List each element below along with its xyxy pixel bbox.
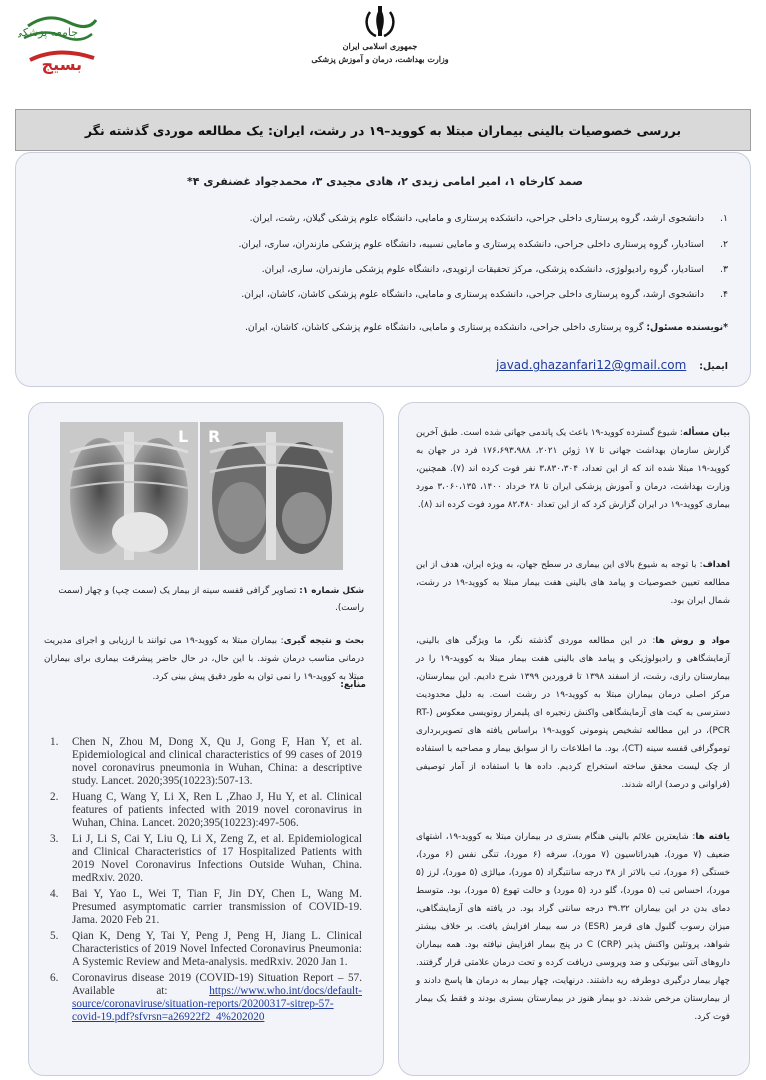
affiliation-4: ۴.دانشجوی ارشد، گروه پرستاری داخلی جراحی، دانشکده پرستاری و مامایی، دانشگاه علوم پزشکی کاشان، کاشان، ایران. (241, 289, 728, 300)
ministry-line2: وزارت بهداشت، درمان و آموزش پزشکی (311, 54, 449, 64)
methods-section: مواد و روش ها: در این مطالعه موردی گذشته نگر، ما ویژگی های بالینی، آزمایشگاهی و رادیولوژیکی و پیامد های بالینی هفت بیمار مبتلا به کووید-۱۹ را در بیمارستان رازی، رشت، از اسفند ۱۳۹۸ تا فروردین ۱۳۹۹ شرح دادیم. این بیمارستان، مرکز اصلی درمان بیماران مبتلا به کووید-۱۹ در رشت است. به دلیل محدودیت دسترسی به کیت های آزمایشگاهی واکنش زنجیره ای پلیمراز رونویسی معکوس (RT-PCR)، در این مطالعه تشخیص پنومونی کووید-۱۹ براساس یافته های تصویربرداری توموگرافی قفسه سینه (CT)، بود. ما اطلاعات را از سوابق بیمار و مصاحبه با استفاده از چک لیست محقق ساخته استخراج کردیم. داده ها با استفاده از آمار توصیفی (فراوانی و درصد) ارائه شدند. (416, 636, 730, 790)
xray-image-left (60, 422, 198, 570)
reference-item: 2. Huang C, Wang Y, Li X, Ren L ,Zhao J, Hu Y, et al. Clinical features of patients infected with 2019 novel coronavirus in Wuhan, China. Lancet. 2020;395(10223):497-506. (50, 791, 362, 829)
page-title: بررسی خصوصیات بالینی بیماران مبتلا به کووید–۱۹ در رشت، ایران: یک مطالعه موردی گذشته نگر (84, 122, 682, 138)
corresponding-label: *نویسنده مسئول: (646, 322, 728, 333)
affiliation-3: ۳.استادیار، گروه رادیولوژی، دانشکده پزشکی، مرکز تحقیقات ارتوپدی، دانشگاه علوم پزشکی مازندران، ساری، ایران. (261, 264, 728, 275)
results-section: یافته ها: شایعترین علائم بالینی هنگام بستری در بیماران مبتلا به کووید-۱۹، اشتهای ضعیف (۷ مورد)، هیدراتاسیون (۷ مورد)، سرفه (۶ مورد)، تنگی نفس (۶ مورد)، خستگی (۶ مورد)، تب بالاتر از ۳۸ درجه سانتیگراد (۵ مورد)، میالژی (۵ مورد)، لرز (۵ مورد)، احساس تب (۵ مورد)، گلو درد (۵ مورد) و حالت تهوع (۵ مورد)، بود. متوسط دمای بدن در این بیماران ۳۹.۳۲ درجه سانتی گراد بود. در یافته های آزمایشگاهی، میزان رسوب گلبول های قرمز (ESR) در سه بیمار افزایش یافت. بر خلاف بیشتر شواهد، پروتئین واکنش پذیر C (CRP) در پنج بیمار افزایش نیافته بود. همه بیماران داروهای آنتی بیوتیکی و ضد ویروسی دریافت کرده و تحت درمان علامتی قرار گرفتند. چهار بیمار درگیری دوطرفه ریه داشتند. درنهایت، چهار بیمار به درمان ها پاسخ دادند و از بیمارستان مرخص شدند. دو بیمار هنوز در بیمارستان بستری بودند و فقط یک بیمار فوت کرد. (416, 832, 731, 1022)
reference-item: 4. Bai Y, Yao L, Wei T, Tian F, Jin DY, Chen L, Wang M. Presumed asymptomatic carrier transmission of COVID-19. Jama. 2020 Feb 21. (50, 888, 362, 926)
logo-text-bottom: بسیج (41, 55, 82, 74)
title-bar (15, 109, 751, 151)
email-row (496, 358, 728, 372)
basij-logo (18, 8, 100, 80)
reference-item: 1. Chen N, Zhou M, Dong X, Qu J, Gong F, Han Y, et al. Epidemiological and clinical characteristics of 99 cases of 2019 novel coronavirus pneumonia in Wuhan, China: a descriptive study. Lancet. 2020;395(10223):507-13. (50, 736, 362, 787)
xray-image-right (200, 422, 343, 570)
email-label: ایمیل: (699, 361, 728, 372)
affiliation-1: ۱.دانشجوی ارشد، گروه پرستاری داخلی جراحی، دانشکده پرستاری و مامایی، دانشگاه علوم پزشکی گیلان، رشت، ایران. (249, 213, 728, 224)
ministry-line1: جمهوری اسلامی ایران (342, 41, 418, 51)
ministry-name (310, 40, 450, 66)
corresponding-author: *نویسنده مسئول: گروه پرستاری داخلی جراحی، دانشکده پرستاری و مامایی، دانشگاه علوم پزشکی کاشان، کاشان، ایران. (244, 322, 728, 333)
email-link[interactable]: javad.ghazanfari12@gmail.com (496, 358, 687, 372)
problem-section: بیان مسأله: شیوع گسترده کووید-۱۹ باعث یک پاندمی جهانی شده است. طبق آخرین گزارش سازمان بهداشت جهانی تا ۱۷ ژوئن ۲۰۲۱، ۱۷۶،۶۹۳،۹۸۸ فرد در جهان به کووید-۱۹ مبتلا شده اند که از این تعداد، ۳،۸۳۰،۳۰۴ نفر فوت کرده اند (۷). همچنین، وزارت بهداشت، درمان و آموزش پزشکی ایران تا ۲۸ خرداد ۱۴۰۰، ۳،۰۶۰،۱۳۵ مورد بیماری کووید-۱۹ در ایران گزارش کرد که از این تعداد ۸۲،۴۸۰ مورد فوت کرده اند (۸). (416, 428, 731, 510)
objective-section: اهداف: با توجه به شیوع بالای این بیماری در سطح جهان، به ویژه ایران، هدف از این مطالعه تعیین خصوصیات و پیامد های بالینی هفت بیمار مبتلا به کووید-۱۹ در رشت، شمال ایران بود. (416, 560, 730, 606)
figure-caption: شکل شماره ۱: تصاویر گرافی قفسه سینه از بیمار یک (سمت چپ) و چهار (سمت راست). (58, 586, 364, 613)
reference-list (46, 736, 362, 1027)
author-list: صمد کارخاه ۱، امیر امامی زیدی ۲، هادی مجیدی ۳، محمدجواد غضنفری ۴* (187, 175, 583, 188)
conclusion-section: بحث و نتیجه گیری: بیماران مبتلا به کووید-۱۹ می توانند با ارزیابی و اجرای مدیریت درمانی مناسب درمان شوند. با این حال، در حال حاضر پیشرفت بیماری برای بیماران مبتلا به کووید-۱۹ را نمی توان به طور دقیق پیش بینی کرد. (44, 636, 365, 682)
xray-left-marker: L (178, 427, 189, 446)
iran-emblem-icon (350, 4, 410, 40)
logo-text-top: جامعه پزشکی (18, 26, 78, 39)
reference-item: 5. Qian K, Deng Y, Tai Y, Peng J, Peng H, Jiang L. Clinical Characteristics of 2019 Novel Infected Coronavirus Pneumonia: A Systemic Review and Meta-analysis. medRxiv. 2020 Jan 1. (50, 930, 362, 968)
reference-item: 3. Li J, Li S, Cai Y, Liu Q, Li X, Zeng Z, et al. Epidemiological and Clinical Characteristics of 17 Hospitalized Patients with 2019 Novel Coronavirus Infections Outside Wuhan, China. medRxiv. 2020. (50, 833, 362, 884)
references-title: منابع: (340, 680, 366, 690)
who-report-link[interactable]: https://www.who.int/docs/default-source/coronaviruse/situation-reports/20200317-sitrep-57-covid-19.pdf?sfvrsn=a26922f2_4%202020 (72, 985, 362, 1023)
affiliation-2: ۲.استادیار، گروه پرستاری داخلی جراحی، دانشکده پرستاری و مامایی نسیبه، دانشگاه علوم پزشکی مازندران، ساری، ایران. (238, 239, 728, 250)
xray-right-marker: R (208, 427, 221, 446)
reference-item: 6. Coronavirus disease 2019 (COVID-19) Situation Report – 57. Available at: https://www.who.int/docs/default-source/coronaviruse/situation-reports/20200317-sitrep-57-covid-19.pdf?sfvrsn=a26922f2_4%202020 (50, 972, 362, 1023)
